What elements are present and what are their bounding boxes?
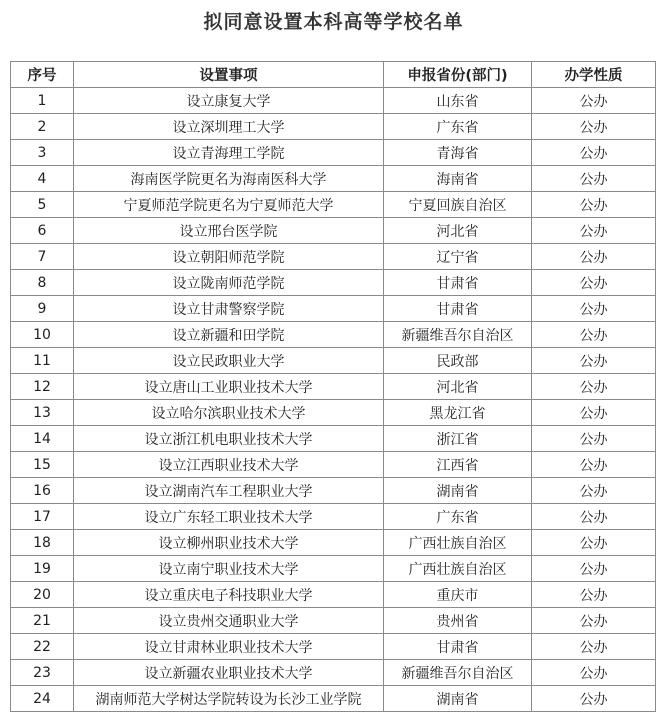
- row-index: 3: [11, 140, 74, 166]
- row-province: 河北省: [384, 218, 532, 244]
- row-province: 河北省: [384, 374, 532, 400]
- row-province: 甘肃省: [384, 270, 532, 296]
- row-province: 甘肃省: [384, 634, 532, 660]
- row-province: 湖南省: [384, 478, 532, 504]
- row-nature: 公办: [532, 504, 656, 530]
- row-item: 设立甘肃警察学院: [74, 296, 384, 322]
- row-province: 民政部: [384, 348, 532, 374]
- row-item: 设立青海理工学院: [74, 140, 384, 166]
- table-row: [11, 322, 656, 348]
- row-province: 新疆维吾尔自治区: [384, 660, 532, 686]
- row-nature: 公办: [532, 452, 656, 478]
- row-nature: 公办: [532, 634, 656, 660]
- row-index: 22: [11, 634, 74, 660]
- row-index: 13: [11, 400, 74, 426]
- header-item: 设置事项: [74, 62, 384, 88]
- row-nature: 公办: [532, 192, 656, 218]
- row-province: 海南省: [384, 166, 532, 192]
- row-province: 重庆市: [384, 582, 532, 608]
- row-nature: 公办: [532, 556, 656, 582]
- table-row: [11, 452, 656, 478]
- table-row: [11, 140, 656, 166]
- row-index: 21: [11, 608, 74, 634]
- row-nature: 公办: [532, 660, 656, 686]
- row-nature: 公办: [532, 88, 656, 114]
- row-item: 设立陇南师范学院: [74, 270, 384, 296]
- table-row: [11, 88, 656, 114]
- row-nature: 公办: [532, 478, 656, 504]
- row-province: 宁夏回族自治区: [384, 192, 532, 218]
- row-index: 2: [11, 114, 74, 140]
- table-row: [11, 374, 656, 400]
- row-index: 14: [11, 426, 74, 452]
- row-province: 新疆维吾尔自治区: [384, 322, 532, 348]
- row-item: 设立重庆电子科技职业大学: [74, 582, 384, 608]
- header-nature: 办学性质: [532, 62, 656, 88]
- row-nature: 公办: [532, 400, 656, 426]
- row-index: 5: [11, 192, 74, 218]
- row-item: 设立邢台医学院: [74, 218, 384, 244]
- row-province: 湖南省: [384, 686, 532, 712]
- row-nature: 公办: [532, 374, 656, 400]
- row-province: 广东省: [384, 114, 532, 140]
- row-province: 黑龙江省: [384, 400, 532, 426]
- school-list-table: [10, 61, 656, 712]
- row-nature: 公办: [532, 582, 656, 608]
- header-row: [11, 62, 656, 88]
- table-row: [11, 270, 656, 296]
- row-index: 20: [11, 582, 74, 608]
- row-nature: 公办: [532, 114, 656, 140]
- row-nature: 公办: [532, 244, 656, 270]
- row-province: 广西壮族自治区: [384, 530, 532, 556]
- row-nature: 公办: [532, 530, 656, 556]
- row-nature: 公办: [532, 686, 656, 712]
- row-province: 广东省: [384, 504, 532, 530]
- row-item: 海南医学院更名为海南医科大学: [74, 166, 384, 192]
- table-row: [11, 348, 656, 374]
- row-index: 10: [11, 322, 74, 348]
- table-row: [11, 218, 656, 244]
- table-row: [11, 660, 656, 686]
- table-row: [11, 244, 656, 270]
- row-index: 6: [11, 218, 74, 244]
- table-row: [11, 556, 656, 582]
- row-item: 设立朝阳师范学院: [74, 244, 384, 270]
- row-nature: 公办: [532, 348, 656, 374]
- row-nature: 公办: [532, 218, 656, 244]
- row-index: 7: [11, 244, 74, 270]
- row-nature: 公办: [532, 166, 656, 192]
- row-nature: 公办: [532, 270, 656, 296]
- row-item: 设立江西职业技术大学: [74, 452, 384, 478]
- row-province: 青海省: [384, 140, 532, 166]
- table-row: [11, 634, 656, 660]
- row-province: 甘肃省: [384, 296, 532, 322]
- row-index: 15: [11, 452, 74, 478]
- table-row: [11, 114, 656, 140]
- table-row: [11, 582, 656, 608]
- row-nature: 公办: [532, 426, 656, 452]
- row-index: 11: [11, 348, 74, 374]
- table-row: [11, 426, 656, 452]
- row-index: 8: [11, 270, 74, 296]
- row-index: 18: [11, 530, 74, 556]
- page-title: 拟同意设置本科高等学校名单: [203, 11, 464, 33]
- row-index: 4: [11, 166, 74, 192]
- header-province: 申报省份(部门): [384, 62, 532, 88]
- row-item: 设立甘肃林业职业技术大学: [74, 634, 384, 660]
- row-nature: 公办: [532, 296, 656, 322]
- table-body: [11, 88, 656, 712]
- row-province: 山东省: [384, 88, 532, 114]
- row-index: 17: [11, 504, 74, 530]
- row-nature: 公办: [532, 322, 656, 348]
- row-item: 设立哈尔滨职业技术大学: [74, 400, 384, 426]
- table-row: [11, 192, 656, 218]
- row-index: 1: [11, 88, 74, 114]
- row-item: 设立新疆农业职业技术大学: [74, 660, 384, 686]
- row-nature: 公办: [532, 140, 656, 166]
- row-item: 设立康复大学: [74, 88, 384, 114]
- table-row: [11, 530, 656, 556]
- row-item: 设立唐山工业职业技术大学: [74, 374, 384, 400]
- table-row: [11, 478, 656, 504]
- row-item: 设立湖南汽车工程职业大学: [74, 478, 384, 504]
- table-row: [11, 400, 656, 426]
- row-item: 设立深圳理工大学: [74, 114, 384, 140]
- row-province: 江西省: [384, 452, 532, 478]
- row-index: 16: [11, 478, 74, 504]
- row-index: 19: [11, 556, 74, 582]
- table-header: [11, 62, 656, 88]
- row-index: 12: [11, 374, 74, 400]
- row-item: 设立浙江机电职业技术大学: [74, 426, 384, 452]
- table-row: [11, 504, 656, 530]
- table-row: [11, 166, 656, 192]
- row-item: 湖南师范大学树达学院转设为长沙工业学院: [74, 686, 384, 712]
- row-province: 广西壮族自治区: [384, 556, 532, 582]
- table-row: [11, 686, 656, 712]
- row-index: 9: [11, 296, 74, 322]
- row-item: 设立南宁职业技术大学: [74, 556, 384, 582]
- row-nature: 公办: [532, 608, 656, 634]
- row-item: 设立贵州交通职业大学: [74, 608, 384, 634]
- row-item: 设立新疆和田学院: [74, 322, 384, 348]
- row-item: 设立柳州职业技术大学: [74, 530, 384, 556]
- row-province: 辽宁省: [384, 244, 532, 270]
- header-index: 序号: [11, 62, 74, 88]
- row-index: 24: [11, 686, 74, 712]
- row-item: 设立民政职业大学: [74, 348, 384, 374]
- row-item: 设立广东轻工职业技术大学: [74, 504, 384, 530]
- row-province: 浙江省: [384, 426, 532, 452]
- row-province: 贵州省: [384, 608, 532, 634]
- table-row: [11, 296, 656, 322]
- table-row: [11, 608, 656, 634]
- row-item: 宁夏师范学院更名为宁夏师范大学: [74, 192, 384, 218]
- row-index: 23: [11, 660, 74, 686]
